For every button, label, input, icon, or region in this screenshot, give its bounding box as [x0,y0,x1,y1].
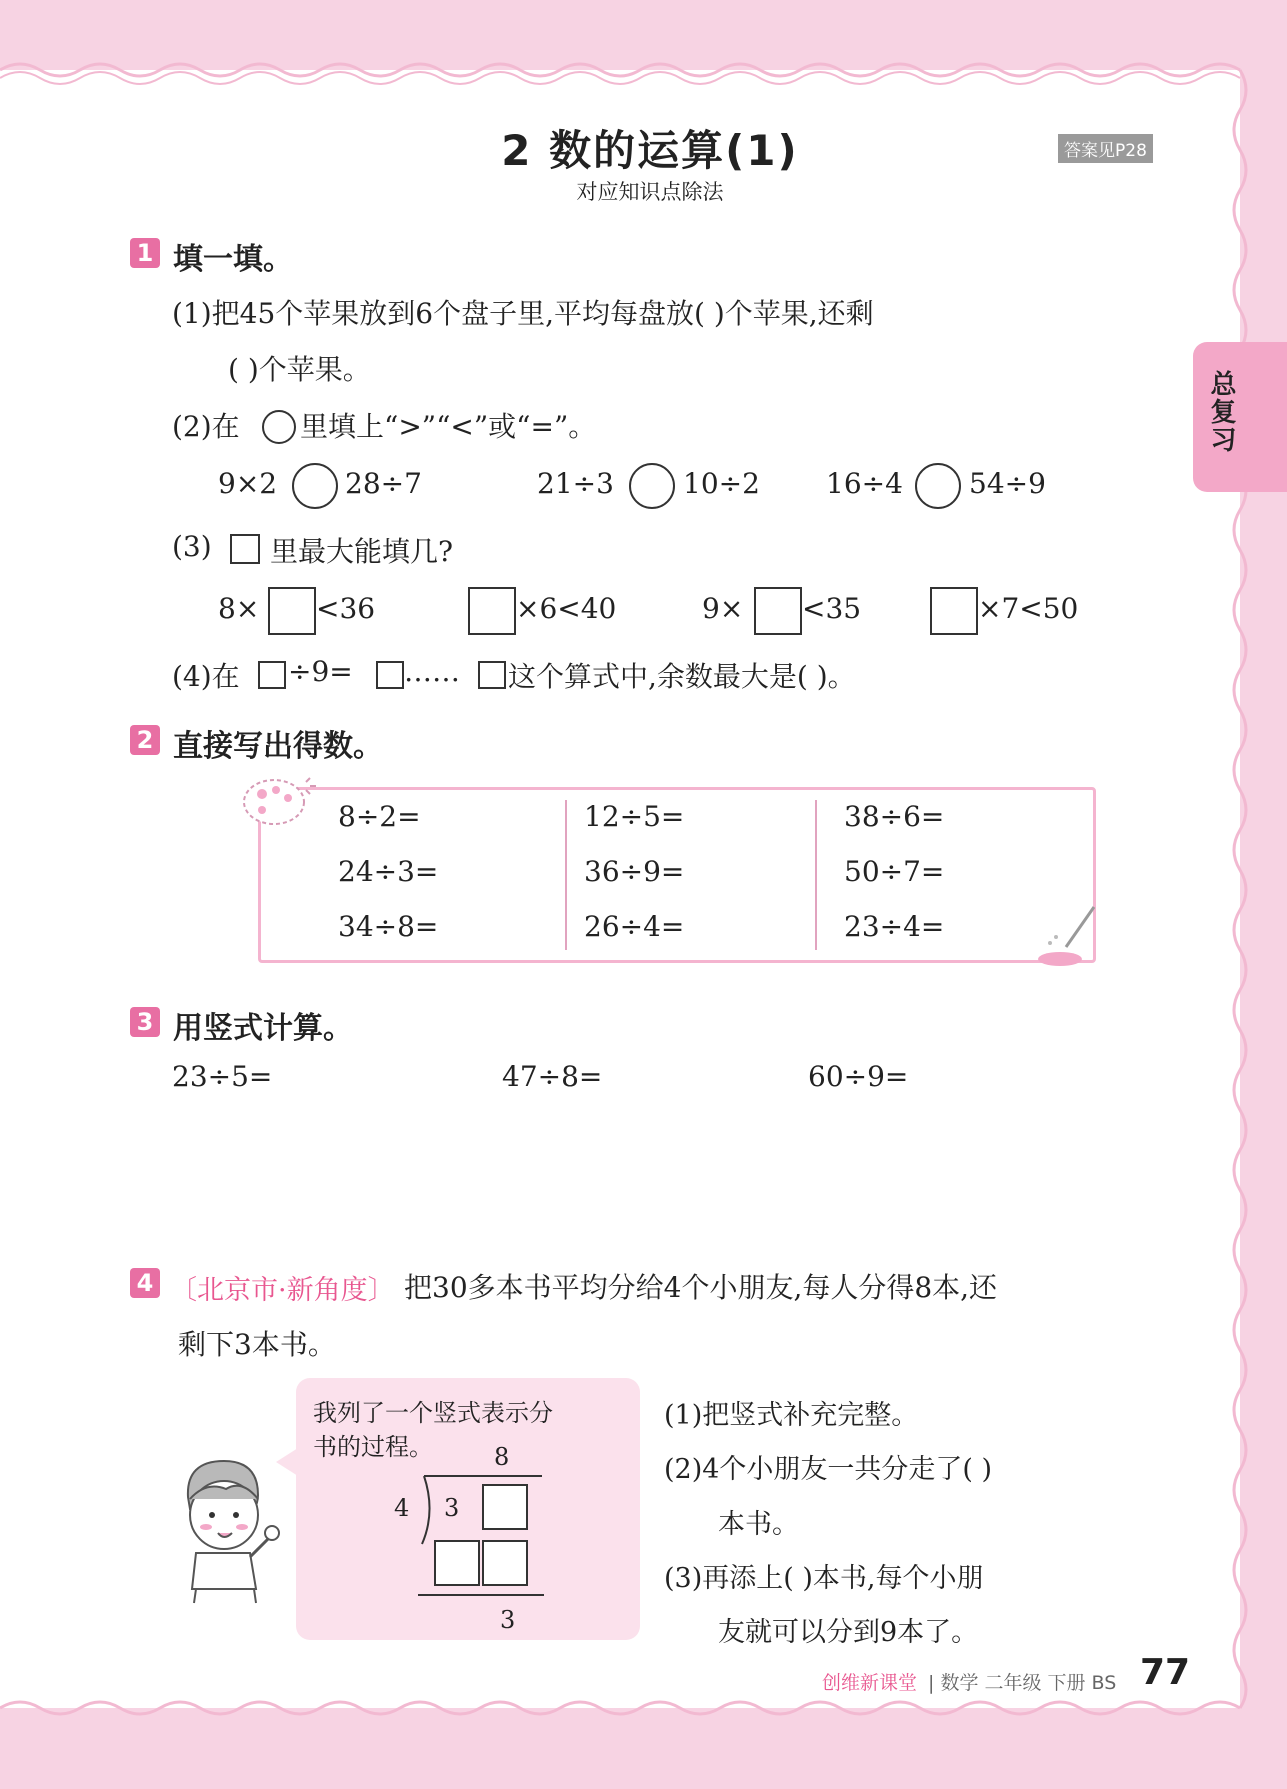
comparison-right: 10÷2 [683,467,760,500]
division-answer-box[interactable] [482,1484,528,1530]
square-blank-icon [258,661,286,689]
bubble-text-line1: 我列了一个竖式表示分 [313,1399,553,1427]
inequality-right: <36 [316,592,376,625]
q4-sub2-line2: 本书。 [718,1509,799,1540]
side-tab-label: 总复习 [1206,370,1236,454]
question-source-tag: 〔北京市·新角度〕 [170,1275,395,1306]
q1-part4-division: ÷9= [288,655,353,688]
paintbrush-icon [1036,903,1102,969]
q1-part2-instruction: 里填上“>”“<”或“=”。 [300,410,597,443]
vertical-calc-item: 23÷5= [172,1060,273,1093]
question-heading: 用竖式计算。 [173,1011,353,1046]
comparison-answer-circle[interactable] [292,463,338,509]
inequality-left: 9× [702,592,744,625]
q4-sub3-line1: (3)再添上( )本书,每个小朋 [664,1563,984,1594]
palette-icon [240,776,320,828]
table-divider [815,800,817,950]
division-line [418,1594,544,1596]
calc-item: 36÷9= [584,855,685,888]
circle-blank-icon [262,410,296,444]
question-number-badge: 3 [130,1007,160,1037]
inequality-right: ×6<40 [516,592,617,625]
inequality-answer-box[interactable] [930,587,978,635]
page-number: 77 [1140,1652,1191,1693]
inequality-answer-box[interactable] [268,587,316,635]
square-blank-icon [230,534,260,564]
square-blank-icon [376,661,404,689]
comparison-left: 21÷3 [537,467,614,500]
comparison-right: 28÷7 [345,467,422,500]
q4-sub3-line2: 友就可以分到9本了。 [718,1617,979,1648]
comparison-answer-circle[interactable] [915,463,961,509]
calc-item: 8÷2= [338,800,421,833]
q1-part2-prefix: (2)在 [172,410,240,443]
q4-text-line1: 把30多本书平均分给4个小朋友,每人分得8本,还 [404,1271,998,1304]
inequality-left: 8× [218,592,260,625]
question-heading: 填一填。 [173,242,293,277]
q1-part1-line1: (1)把45个苹果放到6个盘子里,平均每盘放( )个苹果,还剩 [172,297,874,330]
q1-part3-prefix: (3) [172,530,212,563]
inequality-answer-box[interactable] [754,587,802,635]
footer-info: | 数学 二年级 下册 BS [928,1672,1117,1694]
table-divider [565,800,567,950]
q4-sub1: (1)把竖式补充完整。 [664,1400,919,1431]
comparison-right: 54÷9 [969,467,1046,500]
q1-part1-line2: ( )个苹果。 [228,353,371,386]
calc-item: 34÷8= [338,910,439,943]
footer-brand: 创维新课堂 [822,1672,918,1694]
calc-item: 38÷6= [844,800,945,833]
comparison-left: 9×2 [218,467,278,500]
q1-part4-prefix: (4)在 [172,660,240,693]
page-subtitle: 对应知识点除法 [576,180,724,204]
question-number-badge: 2 [130,725,160,755]
page-title: 2 数的运算(1) [501,126,799,175]
calc-item: 26÷4= [584,910,685,943]
division-answer-box[interactable] [482,1540,528,1586]
calc-item: 12÷5= [584,800,685,833]
boy-illustration [166,1453,282,1605]
bubble-text-line2: 书的过程。 [313,1433,433,1461]
answer-reference-badge: 答案见P28 [1058,134,1153,163]
comparison-answer-circle[interactable] [629,463,675,509]
inequality-right: ×7<50 [978,592,1079,625]
square-blank-icon [478,661,506,689]
question-heading: 直接写出得数。 [173,729,383,764]
division-dividend-digit: 3 [444,1494,460,1522]
q1-part4-question: 这个算式中,余数最大是( )。 [508,660,856,693]
calc-item: 24÷3= [338,855,439,888]
division-divisor: 4 [394,1494,410,1522]
inequality-right: <35 [802,592,862,625]
calc-item: 23÷4= [844,910,945,943]
q1-part4-ellipsis: …… [404,655,460,688]
division-answer-box[interactable] [434,1540,480,1586]
vertical-calc-item: 47÷8= [502,1060,603,1093]
q4-sub2-line1: (2)4个小朋友一共分走了( ) [664,1454,993,1485]
division-quotient: 8 [494,1443,510,1471]
q1-part3-instruction: 里最大能填几? [270,535,454,568]
calc-item: 50÷7= [844,855,945,888]
q4-text-line2: 剩下3本书。 [178,1328,336,1361]
vertical-calc-item: 60÷9= [808,1060,909,1093]
question-number-badge: 4 [130,1268,160,1298]
division-remainder: 3 [500,1606,516,1634]
comparison-left: 16÷4 [826,467,903,500]
inequality-answer-box[interactable] [468,587,516,635]
question-number-badge: 1 [130,238,160,268]
